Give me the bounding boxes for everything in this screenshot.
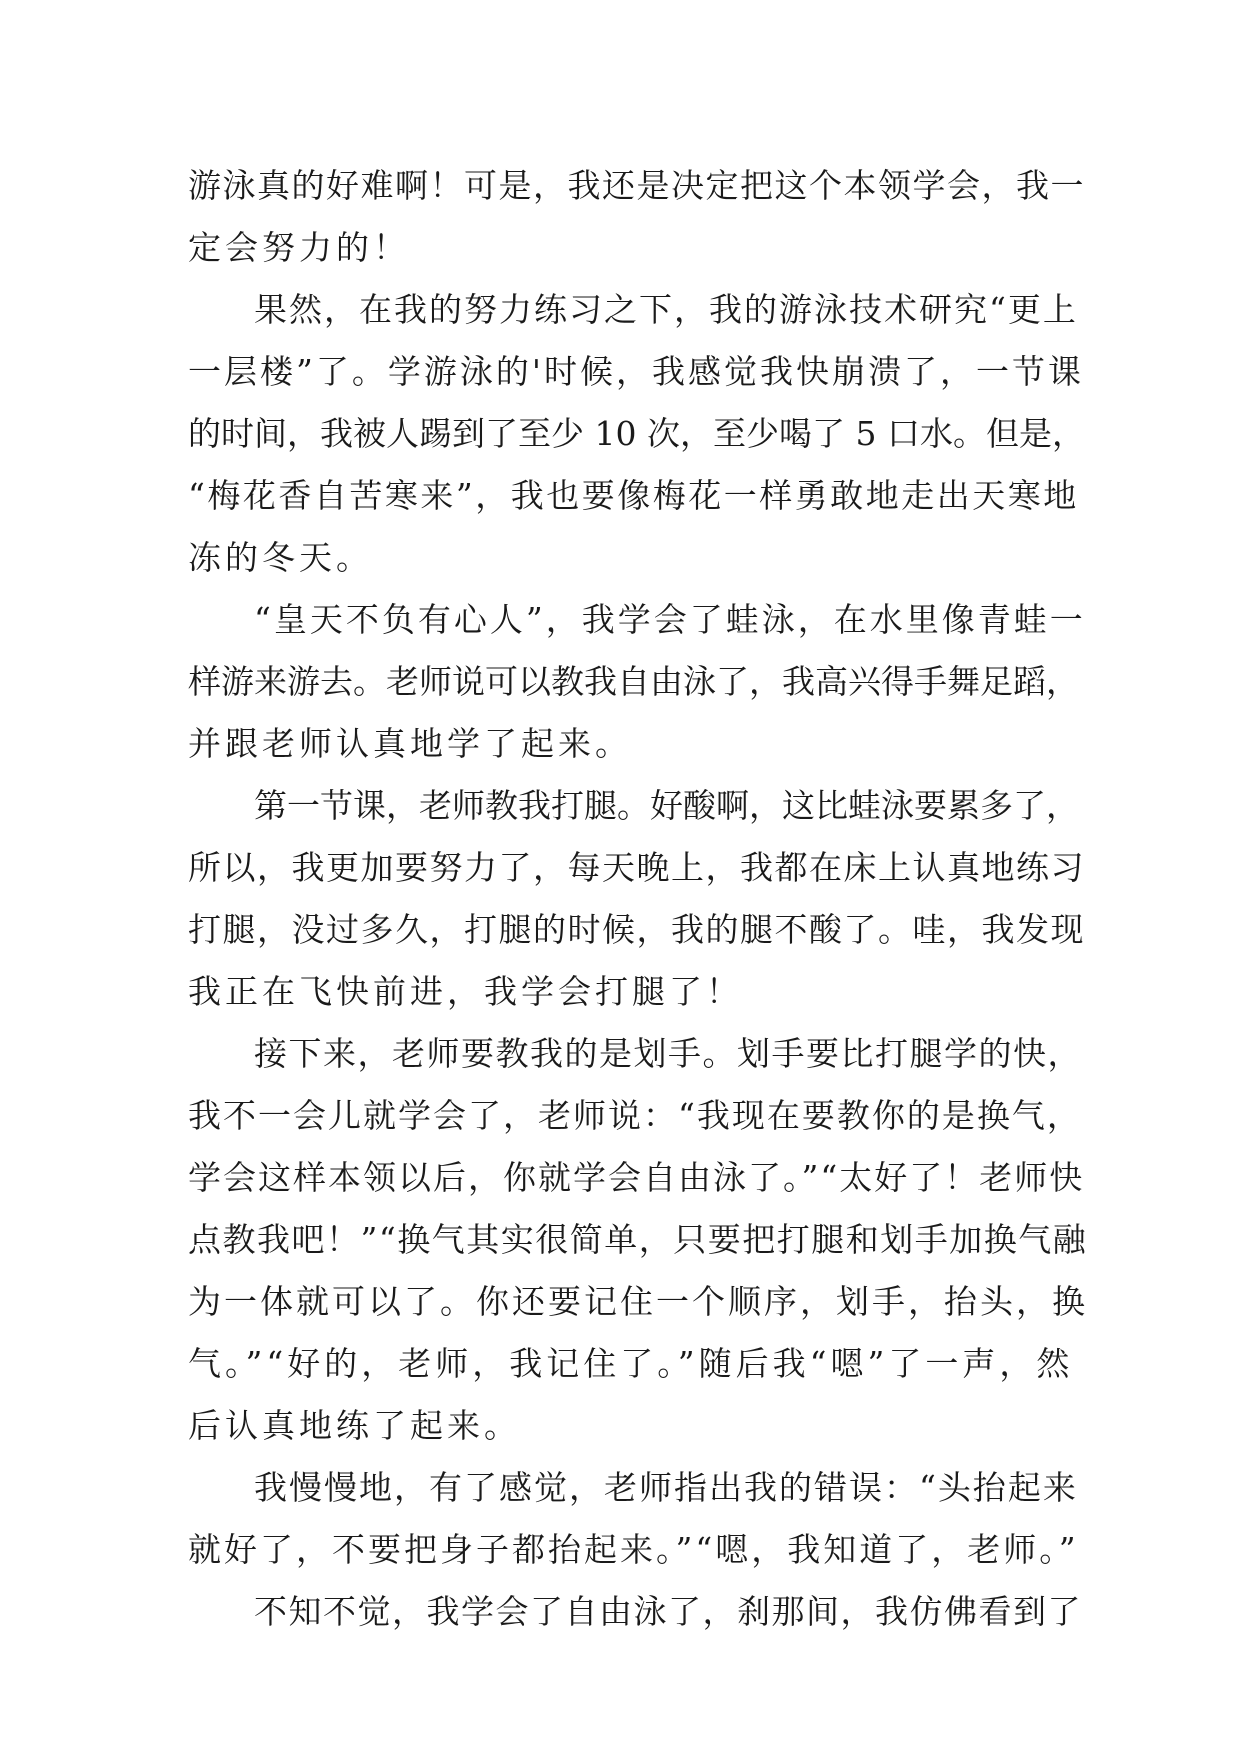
text-line: 不知不觉，我学会了自由泳了，刹那间，我仿佛看到了 — [254, 1592, 1082, 1631]
text-line: 果然，在我的努力练习之下，我的游泳技术研究“更上 — [254, 290, 1078, 329]
text-line: 所以，我更加要努力了，每天晚上，我都在床上认真地练习 — [188, 848, 1085, 887]
text-line: 气。”“好的，老师，我记住了。”随后我“嗯”了一声，然 — [188, 1344, 1074, 1383]
text-line: 定会努力的！ — [188, 228, 410, 267]
text-line: 冻的冬天。 — [188, 538, 373, 577]
text-line: “皇天不负有心人”，我学会了蛙泳，在水里像青蛙一 — [254, 600, 1086, 639]
document-body — [188, 155, 1088, 1643]
text-line: 一层楼”了。学游泳的'时候，我感觉我快崩溃了，一节课 — [188, 352, 1084, 391]
text-line: 打腿，没过多久，打腿的时候，我的腿不酸了。哇，我发现 — [188, 910, 1085, 949]
text-line: 我不一会儿就学会了，老师说：“我现在要教你的是换气， — [188, 1096, 1082, 1135]
text-line: 学会这样本领以后，你就学会自由泳了。”“太好了！老师快 — [188, 1158, 1085, 1197]
text-line: 接下来，老师要教我的是划手。划手要比打腿学的快， — [254, 1034, 1082, 1073]
text-line: 后认真地练了起来。 — [188, 1406, 521, 1445]
text-line: 第一节课，老师教我打腿。好酸啊，这比蛙泳要累多了， — [254, 786, 1079, 825]
text-line: 游泳真的好难啊！可是，我还是决定把这个本领学会，我一 — [188, 166, 1085, 205]
text-line: 为一体就可以了。你还要记住一个顺序，划手，抬头，换 — [188, 1282, 1088, 1321]
text-line: 就好了，不要把身子都抬起来。”“嗯，我知道了，老师。” — [188, 1530, 1079, 1569]
text-line: “梅花香自苦寒来”，我也要像梅花一样勇敢地走出天寒地 — [188, 476, 1079, 515]
text-line: 我慢慢地，有了感觉，老师指出我的错误：“头抬起来 — [254, 1468, 1078, 1507]
text-line: 的时间，我被人踢到了至少 10 次，至少喝了 5 口水。但是， — [188, 414, 1085, 453]
text-line: 并跟老师认真地学了起来。 — [188, 724, 632, 763]
text-line: 点教我吧！”“换气其实很简单，只要把打腿和划手加换气融 — [188, 1220, 1088, 1259]
text-line: 我正在飞快前进，我学会打腿了！ — [188, 972, 743, 1011]
text-line: 样游来游去。老师说可以教我自由泳了，我高兴得手舞足蹈， — [188, 662, 1079, 701]
